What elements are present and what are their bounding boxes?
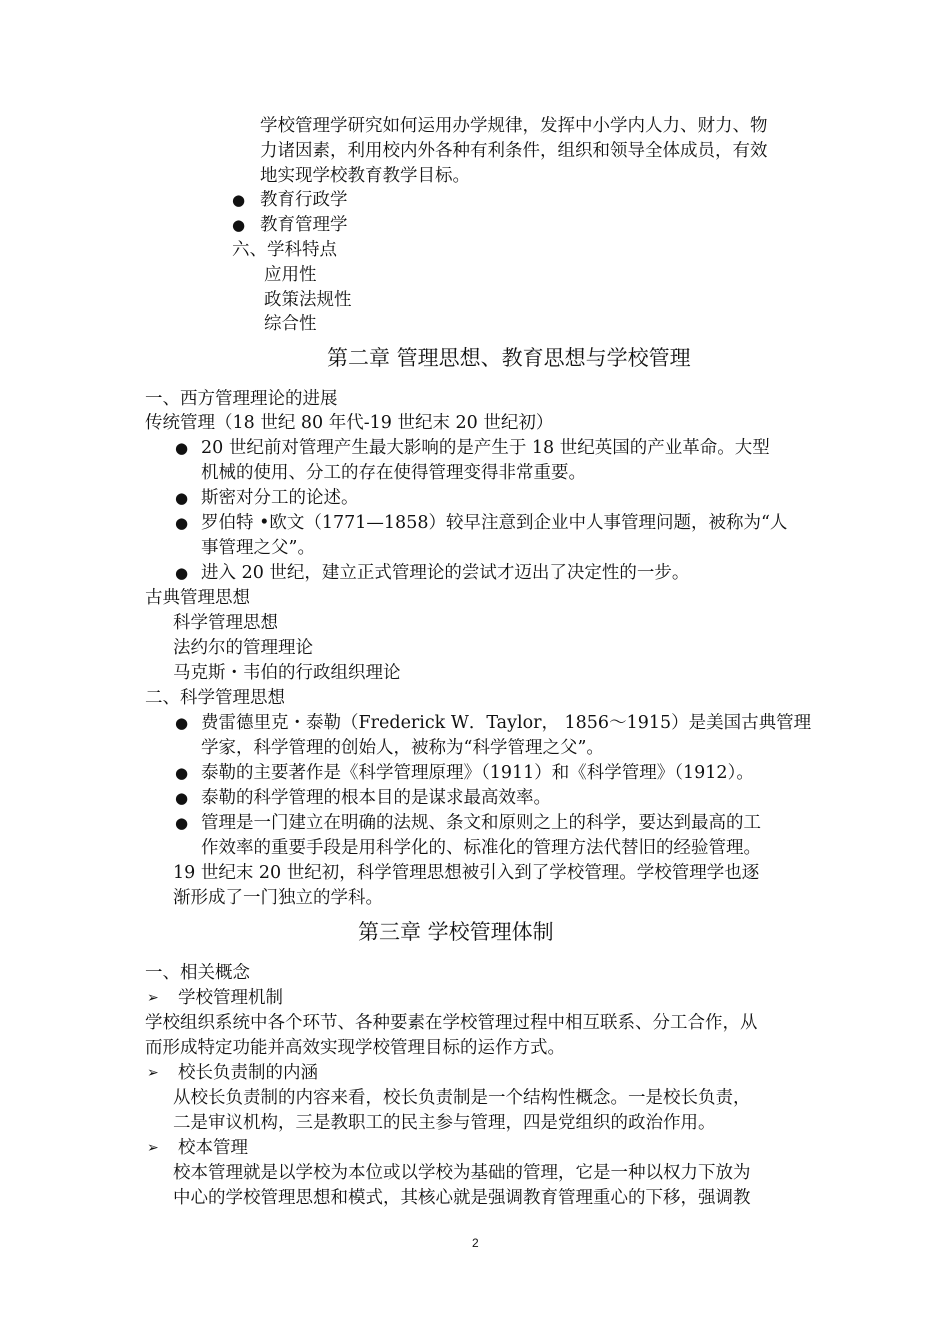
paragraph-line: 地实现学校教育教学目标。: [260, 166, 470, 186]
section-heading: 二、科学管理思想: [145, 688, 285, 708]
bullet-icon: ●: [175, 439, 189, 457]
paragraph-line: 而形成特定功能并高效实现学校管理目标的运作方式。: [145, 1038, 565, 1058]
list-item: 教育行政学: [260, 190, 348, 210]
list-item: 罗伯特 •欧文（1771—1858）较早注意到企业中人事管理问题，被称为“人: [201, 513, 788, 533]
list-item: 综合性: [264, 314, 317, 334]
list-item-continuation: 机械的使用、分工的存在使得管理变得非常重要。: [201, 463, 586, 483]
list-item: 政策法规性: [264, 290, 352, 310]
list-item: 进入 20 世纪，建立正式管理论的尝试才迈出了决定性的一步。: [201, 563, 690, 583]
list-item: 20 世纪前对管理产生最大影响的是产生于 18 世纪英国的产业革命。大型: [201, 438, 770, 458]
bullet-icon: ●: [175, 814, 189, 832]
list-item: 泰勒的主要著作是《科学管理原理》（1911）和《科学管理》（1912）。: [201, 763, 754, 783]
subsection-heading: 古典管理思想: [145, 588, 250, 608]
paragraph-line: 从校长负责制的内容来看，校长负责制是一个结构性概念。一是校长负责，: [173, 1088, 751, 1108]
bullet-icon: ●: [175, 489, 189, 507]
arrow-bullet-icon: ➢: [147, 1140, 159, 1156]
list-item: 费雷德里克・泰勒（Frederick W．Taylor， 1856～1915）是美国古典管理: [201, 713, 812, 733]
bullet-icon: ●: [175, 764, 189, 782]
paragraph-line: 渐形成了一门独立的学科。: [173, 888, 383, 908]
topic-heading: 校本管理: [178, 1138, 248, 1158]
list-item: 科学管理思想: [173, 613, 278, 633]
arrow-bullet-icon: ➢: [147, 990, 159, 1006]
list-item-continuation: 事管理之父”。: [201, 538, 315, 558]
bullet-icon: ●: [175, 564, 189, 582]
bullet-icon: ●: [232, 216, 246, 234]
paragraph-line: 学校组织系统中各个环节、各种要素在学校管理过程中相互联系、分工合作，从: [145, 1013, 758, 1033]
paragraph-line: 二是审议机构，三是教职工的民主参与管理，四是党组织的政治作用。: [173, 1113, 716, 1133]
section-heading: 一、相关概念: [145, 963, 250, 983]
list-item-continuation: 作效率的重要手段是用科学化的、标准化的管理方法代替旧的经验管理。: [201, 838, 761, 858]
list-item: 法约尔的管理理论: [173, 638, 313, 658]
paragraph-line: 学校管理学研究如何运用办学规律，发挥中小学内人力、财力、物: [260, 116, 768, 136]
list-item-continuation: 学家，科学管理的创始人，被称为“科学管理之父”。: [201, 738, 604, 758]
bullet-icon: ●: [175, 714, 189, 732]
list-item: 斯密对分工的论述。: [201, 488, 359, 508]
paragraph-line: 校本管理就是以学校为本位或以学校为基础的管理，它是一种以权力下放为: [173, 1163, 751, 1183]
section-heading: 六、学科特点: [232, 240, 337, 260]
list-item: 马克斯・韦伯的行政组织理论: [173, 663, 401, 683]
topic-heading: 校长负责制的内涵: [178, 1063, 318, 1083]
paragraph-line: 中心的学校管理思想和模式，其核心就是强调教育管理重心的下移，强调教: [173, 1188, 751, 1208]
paragraph-line: 力诸因素，利用校内外各种有利条件，组织和领导全体成员，有效: [260, 141, 768, 161]
list-item: 管理是一门建立在明确的法规、条文和原则之上的科学，要达到最高的工: [201, 813, 761, 833]
chapter-title: 第二章 管理思想、教育思想与学校管理: [327, 346, 691, 370]
chapter-title: 第三章 学校管理体制: [358, 920, 554, 944]
page-number: 2: [472, 1236, 479, 1250]
bullet-icon: ●: [175, 514, 189, 532]
bullet-icon: ●: [175, 789, 189, 807]
bullet-icon: ●: [232, 191, 246, 209]
paragraph-line: 19 世纪末 20 世纪初，科学管理思想被引入到了学校管理。学校管理学也逐: [173, 863, 760, 883]
list-item: 泰勒的科学管理的根本目的是谋求最高效率。: [201, 788, 551, 808]
subsection-heading: 传统管理（18 世纪 80 年代-19 世纪末 20 世纪初）: [145, 413, 554, 433]
list-item: 教育管理学: [260, 215, 348, 235]
section-heading: 一、西方管理理论的进展: [145, 389, 338, 409]
list-item: 应用性: [264, 265, 317, 285]
topic-heading: 学校管理机制: [178, 988, 283, 1008]
arrow-bullet-icon: ➢: [147, 1065, 159, 1081]
